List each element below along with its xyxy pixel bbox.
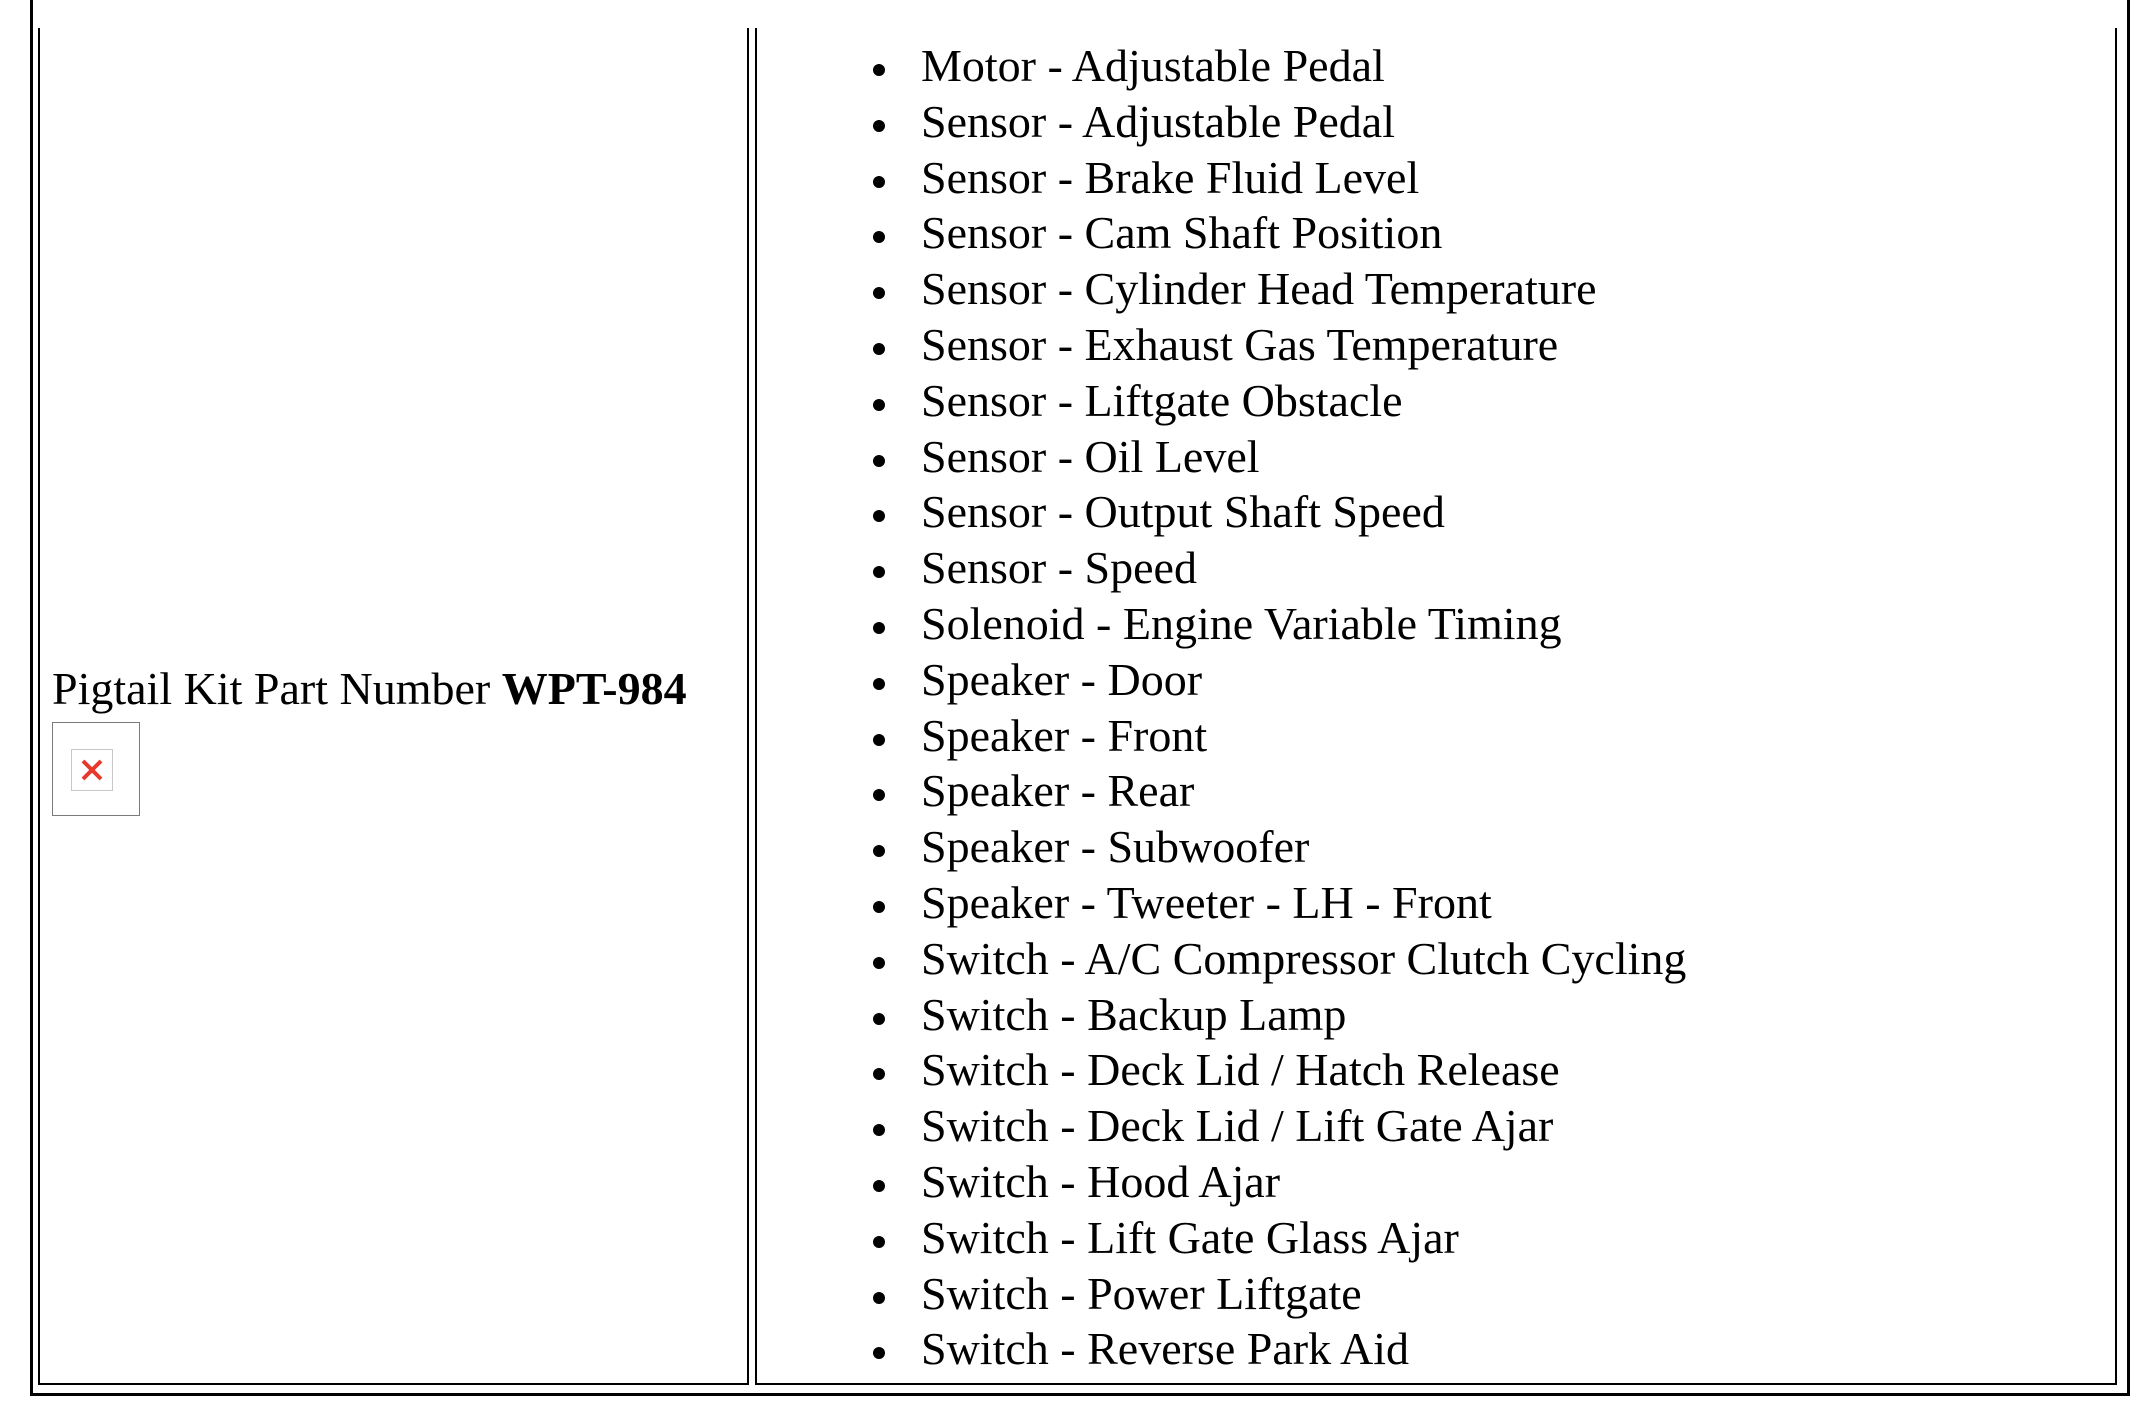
bullet-icon bbox=[873, 176, 885, 188]
list-item-label: Sensor - Cylinder Head Temperature bbox=[921, 263, 1597, 315]
list-item bbox=[757, 94, 1686, 150]
list-item-label: Switch - Lift Gate Glass Ajar bbox=[921, 1211, 1459, 1263]
bullet-icon bbox=[873, 957, 885, 969]
application-list bbox=[757, 38, 1686, 1377]
list-item-label: Speaker - Front bbox=[921, 709, 1208, 761]
list-item bbox=[757, 1042, 1686, 1098]
bullet-icon bbox=[873, 845, 885, 857]
list-item bbox=[757, 317, 1686, 373]
list-item bbox=[757, 596, 1686, 652]
list-item-label: Switch - Hood Ajar bbox=[921, 1155, 1281, 1207]
bullet-icon bbox=[873, 789, 885, 801]
bullet-icon bbox=[873, 1180, 885, 1192]
list-item bbox=[757, 429, 1686, 485]
bullet-icon bbox=[873, 1347, 885, 1359]
list-item bbox=[757, 1321, 1686, 1377]
list-item bbox=[757, 1266, 1686, 1322]
list-item-label: Motor - Adjustable Pedal bbox=[921, 40, 1385, 91]
list-item-label: Sensor - Exhaust Gas Temperature bbox=[921, 318, 1559, 370]
list-item bbox=[757, 763, 1686, 819]
bullet-icon bbox=[873, 1292, 885, 1304]
list-item-label: Solenoid - Engine Variable Timing bbox=[921, 597, 1562, 649]
list-item-label: Sensor - Oil Level bbox=[921, 430, 1260, 482]
bullet-icon bbox=[873, 734, 885, 746]
list-item-label: Switch - Reverse Park Aid bbox=[921, 1323, 1410, 1375]
list-item bbox=[757, 987, 1686, 1043]
list-item bbox=[757, 652, 1686, 708]
kit-part-number-text bbox=[52, 661, 687, 717]
bullet-icon bbox=[873, 1124, 885, 1136]
list-item-label: Switch - Deck Lid / Lift Gate Ajar bbox=[921, 1100, 1554, 1152]
broken-image-icon bbox=[71, 749, 113, 791]
list-item bbox=[757, 540, 1686, 596]
bullet-icon bbox=[873, 510, 885, 522]
red-x-icon bbox=[80, 758, 104, 782]
list-item bbox=[757, 373, 1686, 429]
list-item-label: Speaker - Door bbox=[921, 653, 1203, 705]
bullet-icon bbox=[873, 455, 885, 467]
list-item bbox=[757, 150, 1686, 206]
list-item bbox=[757, 708, 1686, 764]
bullet-icon bbox=[873, 901, 885, 913]
list-item bbox=[757, 205, 1686, 261]
list-item bbox=[757, 819, 1686, 875]
list-item bbox=[757, 484, 1686, 540]
bullet-icon bbox=[873, 399, 885, 411]
list-item-label: Sensor - Output Shaft Speed bbox=[921, 486, 1445, 538]
list-item-label: Switch - Backup Lamp bbox=[921, 988, 1347, 1040]
list-item bbox=[757, 1098, 1686, 1154]
kit-cell bbox=[38, 28, 749, 1385]
list-item bbox=[757, 261, 1686, 317]
bullet-icon bbox=[873, 231, 885, 243]
list-item-label: Switch - A/C Compressor Clutch Cycling bbox=[921, 932, 1687, 984]
applications-cell bbox=[755, 28, 2117, 1385]
list-item-label: Speaker - Tweeter - LH - Front bbox=[921, 876, 1492, 928]
list-item-label: Switch - Power Liftgate bbox=[921, 1267, 1362, 1319]
list-item-label: Sensor - Brake Fluid Level bbox=[921, 151, 1420, 203]
bullet-icon bbox=[873, 64, 885, 76]
bullet-icon bbox=[873, 120, 885, 132]
kit-part-number: WPT-984 bbox=[501, 663, 687, 714]
parts-table bbox=[30, 0, 2130, 1396]
bullet-icon bbox=[873, 678, 885, 690]
list-item bbox=[757, 931, 1686, 987]
list-item-label: Speaker - Subwoofer bbox=[921, 821, 1310, 873]
list-item-label: Speaker - Rear bbox=[921, 765, 1195, 817]
list-item-label: Sensor - Cam Shaft Position bbox=[921, 207, 1443, 259]
bullet-icon bbox=[873, 1236, 885, 1248]
bullet-icon bbox=[873, 1013, 885, 1025]
bullet-icon bbox=[873, 566, 885, 578]
list-item bbox=[757, 38, 1686, 94]
broken-image-placeholder bbox=[52, 722, 140, 816]
list-item-label: Sensor - Liftgate Obstacle bbox=[921, 374, 1403, 426]
list-item-label: Sensor - Adjustable Pedal bbox=[921, 95, 1395, 147]
bullet-icon bbox=[873, 343, 885, 355]
bullet-icon bbox=[873, 622, 885, 634]
list-item bbox=[757, 875, 1686, 931]
list-item bbox=[757, 1154, 1686, 1210]
list-item-label: Switch - Deck Lid / Hatch Release bbox=[921, 1044, 1560, 1096]
bullet-icon bbox=[873, 287, 885, 299]
kit-label: Pigtail Kit Part Number bbox=[52, 663, 502, 714]
bullet-icon bbox=[873, 1068, 885, 1080]
list-item-label: Sensor - Speed bbox=[921, 542, 1197, 594]
list-item bbox=[757, 1210, 1686, 1266]
